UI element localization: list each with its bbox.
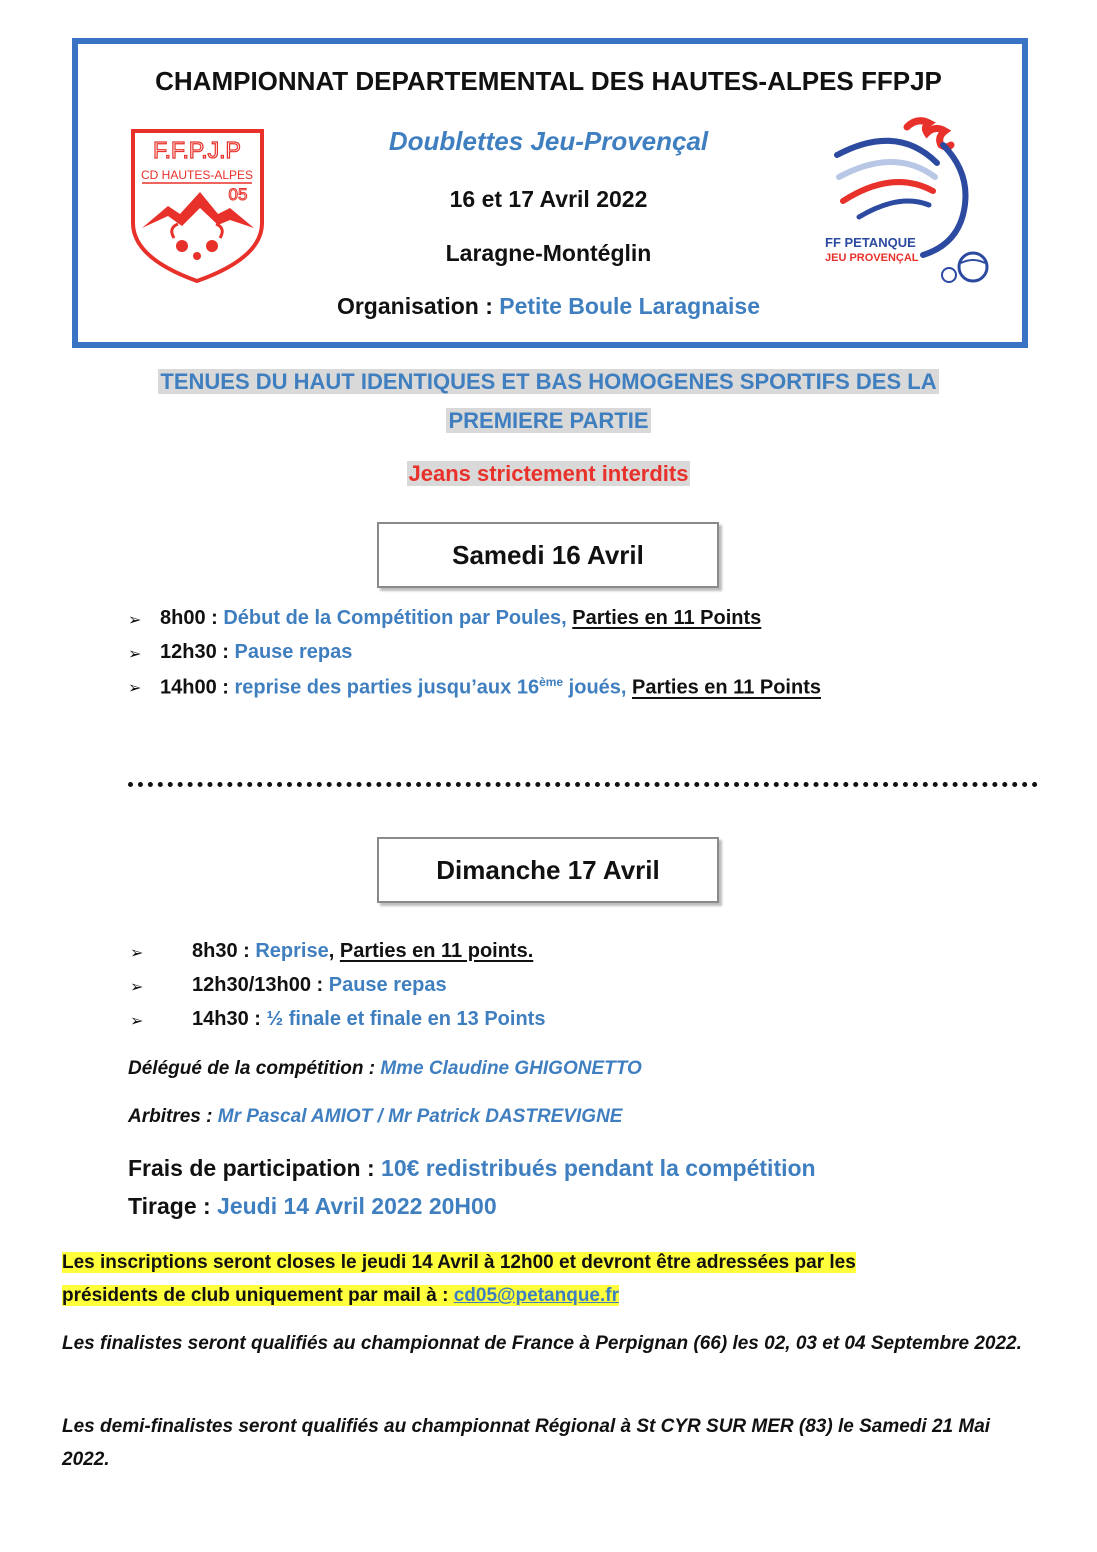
fee-value: 10€ redistribués pendant la compétition: [381, 1155, 816, 1181]
logo-left-line3: 05: [228, 185, 248, 204]
registration-line-2: présidents de club uniquement par mail à :: [62, 1285, 454, 1306]
schedule-note: Parties en 11 Points: [572, 607, 762, 629]
schedule-item: [192, 974, 447, 997]
saturday-heading: Samedi 16 Avril: [377, 522, 719, 588]
arrow-bullet-icon: ➢: [130, 979, 144, 996]
registration-email-link[interactable]: cd05@petanque.fr: [453, 1285, 619, 1306]
logo-right-line1: FF PETANQUE: [825, 235, 916, 250]
arrow-bullet-icon: ➢: [128, 680, 142, 697]
sunday-heading: Dimanche 17 Avril: [377, 837, 719, 903]
logo-right-line2: JEU PROVENÇAL: [825, 252, 919, 264]
arrow-bullet-icon: ➢: [130, 945, 144, 962]
draw-line: [128, 1193, 497, 1220]
schedule-item: [160, 607, 761, 630]
organisation-label: Organisation :: [336, 293, 500, 319]
draw-value: Jeudi 14 Avril 2022 20H00: [217, 1193, 497, 1219]
ff-petanque-logo: [825, 115, 995, 285]
event-location: Laragne-Montéglin: [445, 240, 652, 266]
dress-code-line-2: [0, 408, 1097, 434]
schedule-item: [192, 1008, 545, 1031]
dress-code-line-2-text: PREMIERE PARTIE: [448, 408, 649, 433]
event-organisation: [0, 293, 1097, 320]
dress-code-warning-text: Jeans strictement interdits: [408, 461, 689, 486]
schedule-item: [160, 641, 352, 664]
draw-label: Tirage :: [128, 1193, 218, 1219]
fee-line: [128, 1155, 816, 1182]
schedule-item: [160, 675, 821, 700]
finalists-notice: Les finalistes seront qualifiés au championnat de France à Perpignan (66) les 02, 03 et 04 Septembre 2022.: [62, 1333, 1022, 1354]
page-title: CHAMPIONNAT DEPARTEMENTAL DES HAUTES-ALPES FFPJP: [155, 66, 942, 96]
schedule-text: reprise des parties jusqu’aux 16: [234, 676, 540, 699]
schedule-text: Pause repas: [328, 974, 447, 996]
schedule-time: 12h30 :: [160, 641, 235, 663]
schedule-superscript: ème: [539, 675, 564, 689]
dress-code-line-1: [0, 369, 1097, 395]
dotted-separator: [128, 782, 1038, 787]
dress-code-line-1-text: TENUES DU HAUT IDENTIQUES ET BAS HOMOGENES SPORTIFS DES LA: [160, 369, 937, 394]
schedule-text: Reprise: [255, 940, 329, 962]
arrow-bullet-icon: ➢: [130, 1013, 144, 1030]
delegate-line: [128, 1058, 642, 1080]
schedule-text-2: joués,: [563, 676, 633, 699]
fee-label: Frais de participation :: [128, 1155, 382, 1181]
registration-notice: [62, 1246, 1042, 1312]
arrow-bullet-icon: ➢: [128, 646, 142, 663]
schedule-item: [192, 940, 533, 963]
schedule-time: 14h30 :: [192, 1008, 267, 1030]
logo-left-line1: F.F.P.J.P: [153, 137, 241, 163]
event-dates: 16 et 17 Avril 2022: [449, 186, 648, 212]
dress-code-warning: [0, 461, 1097, 487]
schedule-note: Parties en 11 points.: [339, 940, 534, 962]
schedule-separator: ,: [328, 940, 340, 962]
referees-value: Mr Pascal AMIOT / Mr Patrick DASTREVIGNE: [217, 1106, 623, 1127]
schedule-note: Parties en 11 Points: [632, 676, 821, 699]
referees-line: [128, 1106, 622, 1128]
schedule-text: Début de la Compétition par Poules,: [223, 607, 573, 629]
delegate-value: Mme Claudine GHIGONETTO: [380, 1058, 642, 1079]
referees-label: Arbitres :: [128, 1106, 218, 1127]
schedule-text: ½ finale et finale en 13 Points: [266, 1008, 546, 1030]
delegate-label: Délégué de la compétition :: [128, 1058, 381, 1079]
schedule-text: Pause repas: [234, 641, 353, 663]
schedule-time: 14h00 :: [160, 676, 235, 699]
ffpjp-cd05-logo: [130, 128, 265, 284]
schedule-time: 8h30 :: [192, 940, 256, 962]
schedule-time: 8h00 :: [160, 607, 224, 629]
arrow-bullet-icon: ➢: [128, 612, 142, 629]
registration-line-1: Les inscriptions seront closes le jeudi 14 Avril à 12h00 et devront être adressées par les: [62, 1252, 856, 1273]
event-subtitle: Doublettes Jeu-Provençal: [388, 126, 709, 156]
logo-left-line2: CD HAUTES-ALPES: [140, 168, 254, 182]
schedule-time: 12h30/13h00 :: [192, 974, 329, 996]
organisation-value: Petite Boule Laragnaise: [499, 293, 761, 319]
semifinalists-notice: Les demi-finalistes seront qualifiés au championnat Régional à St CYR SUR MER (83) le Samedi 21 Mai 2022.: [62, 1416, 991, 1470]
